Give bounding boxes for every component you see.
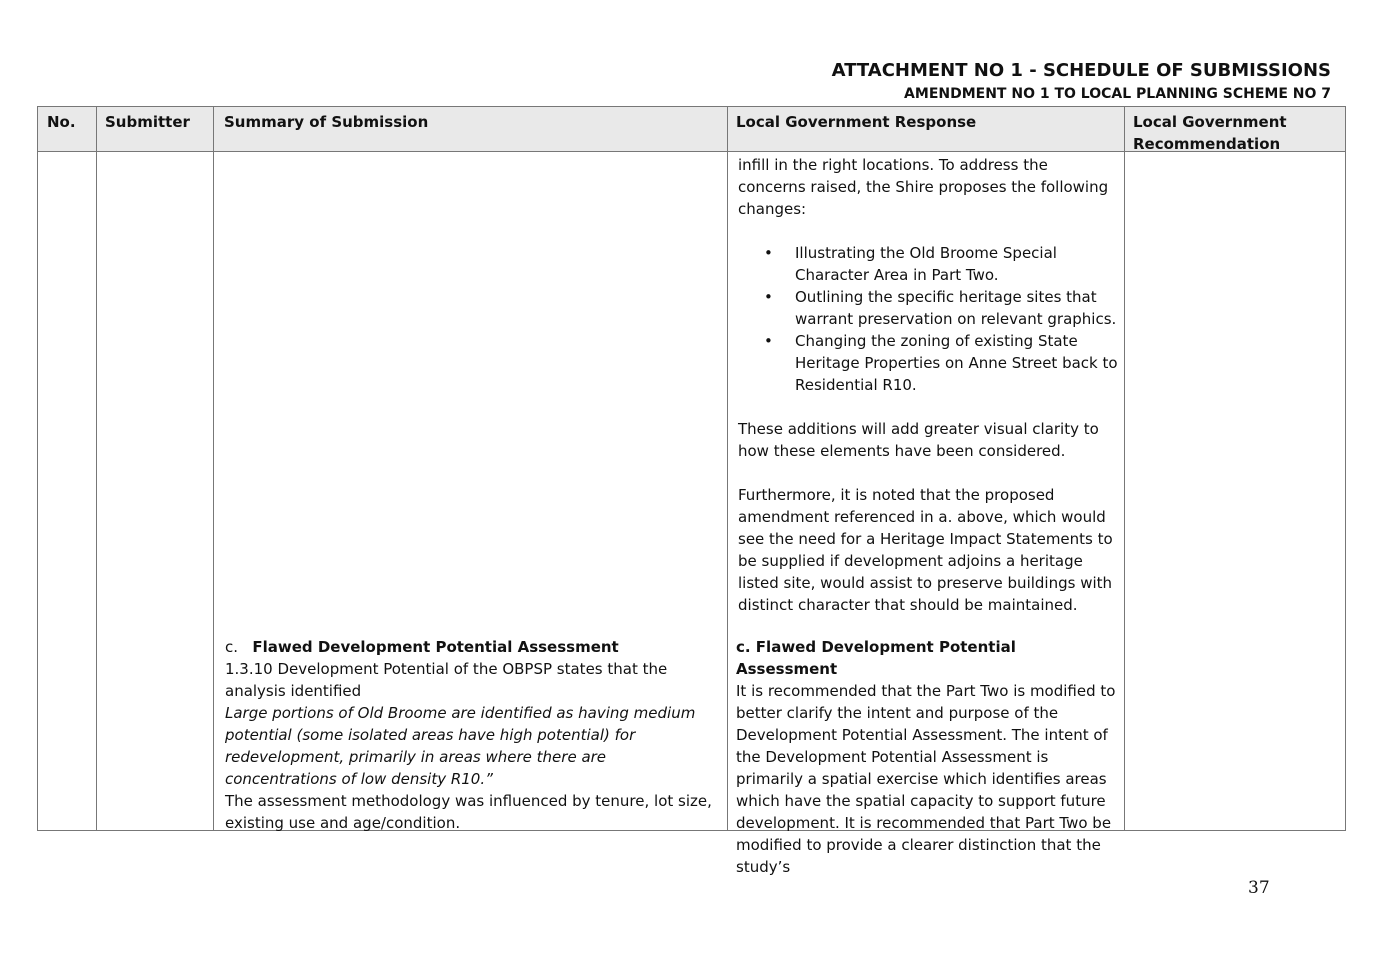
column-divider xyxy=(96,107,97,830)
list-item: • Outlining the specific heritage sites that warrant preservation on relevant graphics. xyxy=(738,286,1120,330)
response-c-cell xyxy=(736,636,1120,878)
response-c-text: It is recommended that the Part Two is modified to better clarify the intent and purpose of the Development Potential Assessment. The intent of the Development Potential Assessment is primarily a spatial exercise which identifies areas which have the spatial capacity to support future development. It is recommended that Part Two be modified to provide a clearer distinction that the study’s xyxy=(736,682,1116,876)
column-header-response: Local Government Response xyxy=(736,113,977,131)
summary-c-quote: Large portions of Old Broome are identified as having medium potential (some isolated areas have high potential) for redevelopment, primarily in areas where there are concentrations of low density R10.” xyxy=(225,704,696,788)
response-paragraph: These additions will add greater visual clarity to how these elements have been considered. xyxy=(738,420,1099,460)
column-divider xyxy=(727,107,728,830)
response-upper-cell xyxy=(738,154,1120,616)
list-item: • Illustrating the Old Broome Special Character Area in Part Two. xyxy=(738,242,1120,286)
response-intro: infill in the right locations. To address the concerns raised, the Shire proposes the following changes: xyxy=(738,156,1109,218)
document-title: ATTACHMENT NO 1 - SCHEDULE OF SUBMISSIONS xyxy=(831,60,1331,81)
column-header-no: No. xyxy=(47,113,76,131)
response-change-list xyxy=(738,242,1120,396)
summary-c-cell xyxy=(225,636,719,834)
list-item: • Changing the zoning of existing State Heritage Properties on Anne Street back to Residential R10. xyxy=(738,330,1120,396)
page-number: 37 xyxy=(1248,878,1270,898)
summary-c-text: The assessment methodology was influenced by tenure, lot size, existing use and age/condition. xyxy=(225,792,712,832)
column-header-recommendation: Local Government Recommendation xyxy=(1133,113,1287,153)
response-paragraph: Furthermore, it is noted that the proposed amendment referenced in a. above, which would see the need for a Heritage Impact Statements to be supplied if development adjoins a heritage listed site, would assist to preserve buildings with distinct character that should be maintained. xyxy=(738,486,1113,614)
summary-c-marker: c. xyxy=(225,638,239,656)
document-subtitle: AMENDMENT NO 1 TO LOCAL PLANNING SCHEME NO 7 xyxy=(904,86,1331,102)
summary-c-heading: Flawed Development Potential Assessment xyxy=(252,638,619,656)
summary-c-text: 1.3.10 Development Potential of the OBPSP states that the analysis identified xyxy=(225,660,668,700)
submissions-table xyxy=(37,106,1346,876)
column-header-submitter: Submitter xyxy=(105,113,190,131)
column-header-summary: Summary of Submission xyxy=(224,113,429,131)
column-divider xyxy=(1124,107,1125,830)
column-divider xyxy=(213,107,214,830)
response-c-heading: c. Flawed Development Potential Assessment xyxy=(736,638,1016,678)
